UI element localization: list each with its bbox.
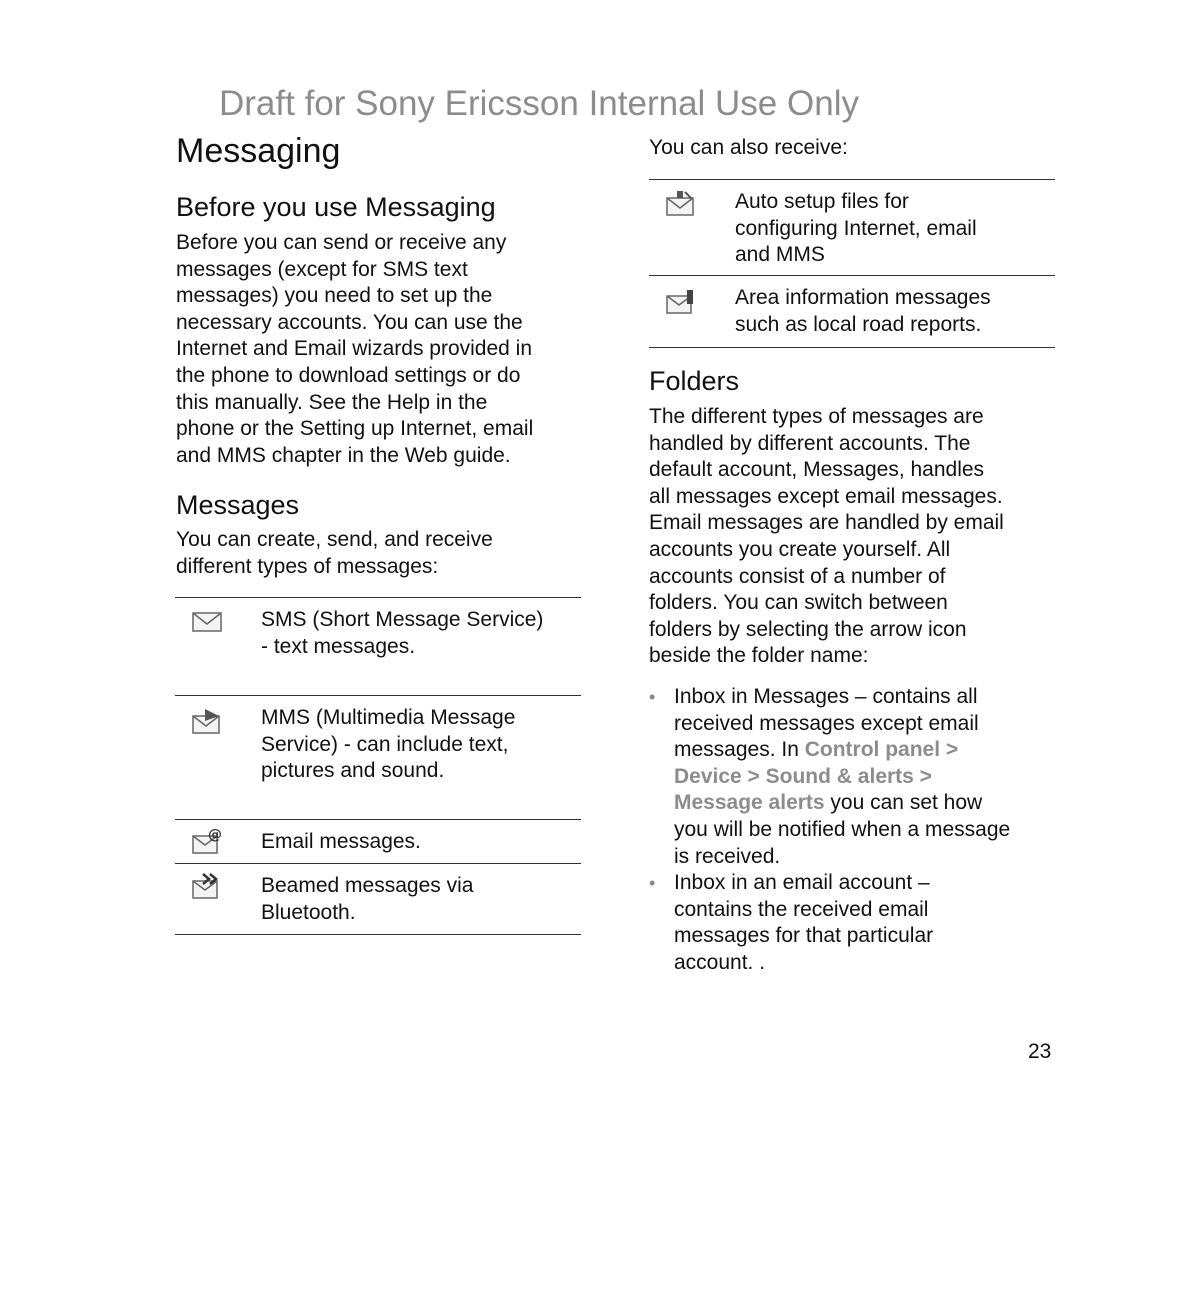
row-text	[735, 285, 991, 338]
text-line: You can create, send, and receive	[176, 528, 493, 551]
page-number: 23	[1028, 1040, 1052, 1063]
text-line: Service) - can include text,	[261, 732, 509, 756]
before-paragraph	[176, 230, 586, 469]
text-line: Inbox in Messages – contains all	[674, 685, 978, 708]
messages-heading: Messages	[176, 490, 300, 520]
text-line: account. .	[674, 950, 766, 974]
text-line: The different types of messages are	[649, 405, 984, 428]
table-row	[649, 275, 1055, 348]
table-row	[175, 695, 581, 819]
text-line: Inbox in an email account –	[674, 871, 930, 895]
text-line: Area information messages	[735, 286, 991, 309]
messages-paragraph	[176, 527, 586, 580]
table-row	[649, 179, 1055, 275]
beamed-envelope-icon	[191, 871, 223, 895]
text-line: pictures and sound.	[261, 759, 445, 783]
text-line	[674, 790, 1055, 817]
svg-text:@: @	[208, 827, 222, 843]
text-line: You can also receive:	[649, 136, 848, 159]
text-line: Auto setup files for	[735, 190, 909, 213]
menu-path-device-sound: Device > Sound & alerts >	[674, 764, 932, 788]
list-item	[649, 870, 1055, 976]
text-line: messages) you need to set up the	[176, 284, 493, 308]
draft-watermark: Draft for Sony Ericsson Internal Use Only	[219, 84, 859, 123]
auto-setup-envelope-icon	[665, 190, 697, 214]
text-line: accounts you create yourself. All	[649, 537, 951, 561]
text-line: such as local road reports.	[735, 312, 982, 336]
text-line: folders. You can switch between	[649, 591, 948, 615]
folders-paragraph	[649, 404, 1059, 670]
text-line: you will be notified when a message	[674, 817, 1011, 841]
row-text	[261, 607, 543, 660]
row-text	[261, 829, 421, 856]
text-line: folders by selecting the arrow icon	[649, 617, 967, 641]
text-line: all messages except email messages.	[649, 484, 1003, 508]
text-line: accounts consist of a number of	[649, 564, 946, 588]
text-line: different types of messages:	[176, 554, 439, 578]
text-line: - text messages.	[261, 634, 416, 658]
text-line: phone or the Setting up Internet, email	[176, 417, 534, 441]
before-heading: Before you use Messaging	[176, 192, 496, 222]
text-line: and MMS chapter in the Web guide.	[176, 443, 511, 467]
page-title: Messaging	[176, 132, 341, 170]
text-line: beside the folder name:	[649, 644, 869, 668]
message-types-table	[175, 597, 581, 935]
text-line: messages (except for SMS text	[176, 257, 468, 281]
mms-envelope-icon	[191, 708, 223, 732]
row-text	[735, 189, 977, 269]
table-row	[175, 819, 581, 863]
row-text	[261, 705, 515, 785]
text-line: configuring Internet, email	[735, 216, 977, 240]
row-text	[261, 873, 473, 926]
bullet-icon: •	[649, 687, 656, 707]
text-line: Email messages are handled by email	[649, 511, 1004, 535]
text-line	[674, 737, 1055, 764]
text-line: is received.	[674, 844, 781, 868]
text-line: SMS (Short Message Service)	[261, 608, 544, 631]
text-line	[674, 764, 1055, 791]
text-segment: you can set how	[824, 791, 983, 815]
text-line: this manually. See the Help in the	[176, 390, 488, 414]
text-line: necessary accounts. You can use the	[176, 310, 523, 334]
list-item	[649, 684, 1055, 870]
menu-path-control-panel: Control panel >	[804, 738, 959, 762]
text-line: Bluetooth.	[261, 900, 356, 924]
receive-types-table	[649, 179, 1055, 348]
text-line: MMS (Multimedia Message	[261, 706, 516, 729]
sms-envelope-icon	[191, 610, 223, 634]
text-line: Internet and Email wizards provided in	[176, 337, 533, 361]
text-line: Beamed messages via	[261, 874, 474, 897]
receive-intro	[649, 135, 1059, 162]
bullet-icon: •	[649, 873, 656, 894]
menu-path-message-alerts: Message alerts	[674, 791, 825, 815]
text-line: contains the received email	[674, 897, 929, 921]
text-line: received messages except email	[674, 711, 979, 735]
text-line: and MMS	[735, 243, 825, 267]
text-line: the phone to download settings or do	[176, 363, 521, 387]
text-line: Email messages.	[261, 830, 421, 853]
text-line: default account, Messages, handles	[649, 458, 985, 482]
text-line: messages for that particular	[674, 924, 934, 948]
text-segment: messages. In	[674, 738, 805, 762]
area-info-envelope-icon	[665, 288, 697, 312]
text-line: handled by different accounts. The	[649, 431, 971, 455]
folders-bullet-list	[649, 684, 1055, 977]
table-row	[175, 597, 581, 695]
table-row	[175, 863, 581, 935]
folders-heading: Folders	[649, 366, 740, 396]
text-line: Before you can send or receive any	[176, 231, 507, 254]
email-envelope-icon	[191, 826, 223, 850]
